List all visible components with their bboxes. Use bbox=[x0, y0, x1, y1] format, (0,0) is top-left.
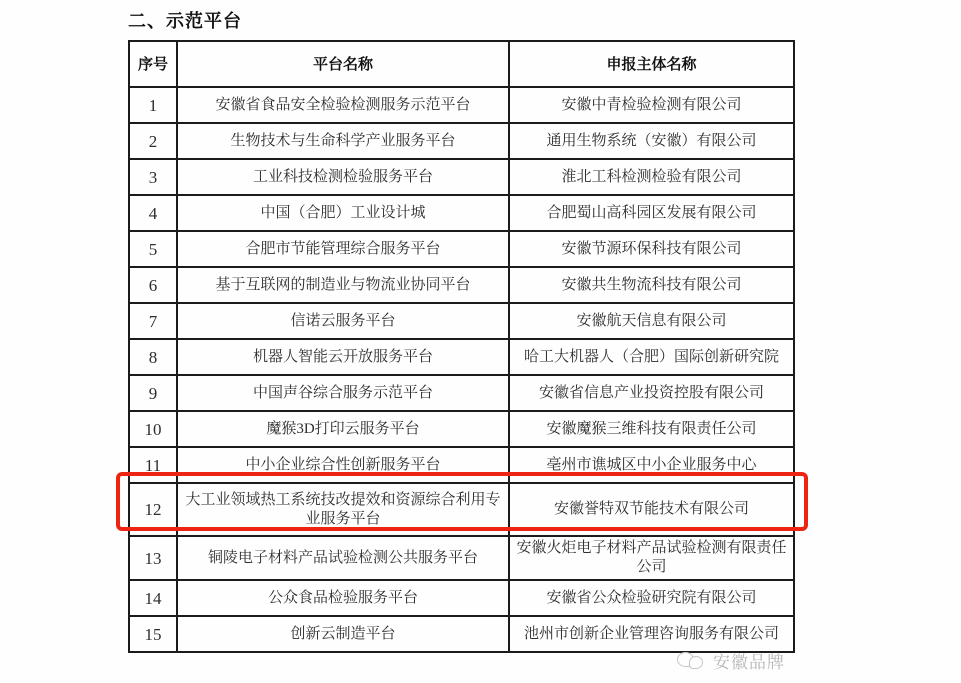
platform-name-cell: 中国（合肥）工业设计城 bbox=[177, 195, 509, 231]
table-row bbox=[129, 267, 794, 303]
row-number-cell: 1 bbox=[129, 87, 177, 123]
table-header bbox=[129, 41, 794, 87]
table-row bbox=[129, 195, 794, 231]
entity-name-cell: 安徽省公众检验研究院有限公司 bbox=[509, 580, 794, 616]
platform-name-cell: 信诺云服务平台 bbox=[177, 303, 509, 339]
entity-name-cell: 亳州市谯城区中小企业服务中心 bbox=[509, 447, 794, 483]
row-number-cell: 7 bbox=[129, 303, 177, 339]
entity-name-cell: 通用生物系统（安徽）有限公司 bbox=[509, 123, 794, 159]
table-body bbox=[129, 87, 794, 652]
row-number-cell: 6 bbox=[129, 267, 177, 303]
entity-name-cell: 池州市创新企业管理咨询服务有限公司 bbox=[509, 616, 794, 652]
entity-name-cell: 哈工大机器人（合肥）国际创新研究院 bbox=[509, 339, 794, 375]
brand-logo-icon bbox=[677, 650, 707, 672]
entity-name-cell: 安徽魔猴三维科技有限责任公司 bbox=[509, 411, 794, 447]
table-row bbox=[129, 231, 794, 267]
entity-name-cell: 安徽共生物流科技有限公司 bbox=[509, 267, 794, 303]
platform-name-cell: 合肥市节能管理综合服务平台 bbox=[177, 231, 509, 267]
table-row bbox=[129, 580, 794, 616]
row-number-cell: 4 bbox=[129, 195, 177, 231]
platform-name-cell: 中国声谷综合服务示范平台 bbox=[177, 375, 509, 411]
platform-name-cell: 生物技术与生命科学产业服务平台 bbox=[177, 123, 509, 159]
table-row bbox=[129, 159, 794, 195]
row-number-cell: 11 bbox=[129, 447, 177, 483]
table-row bbox=[129, 447, 794, 483]
entity-name-cell: 安徽火炬电子材料产品试验检测有限责任公司 bbox=[509, 536, 794, 580]
row-number-cell: 15 bbox=[129, 616, 177, 652]
platform-name-cell: 中小企业综合性创新服务平台 bbox=[177, 447, 509, 483]
entity-name-cell: 淮北工科检测检验有限公司 bbox=[509, 159, 794, 195]
header-cell-platform: 平台名称 bbox=[177, 41, 509, 87]
row-number-cell: 9 bbox=[129, 375, 177, 411]
table-row bbox=[129, 303, 794, 339]
header-cell-entity: 申报主体名称 bbox=[509, 41, 794, 87]
platform-name-cell: 工业科技检测检验服务平台 bbox=[177, 159, 509, 195]
platform-name-cell: 魔猴3D打印云服务平台 bbox=[177, 411, 509, 447]
table-row bbox=[129, 123, 794, 159]
platform-name-cell: 铜陵电子材料产品试验检测公共服务平台 bbox=[177, 536, 509, 580]
table-row bbox=[129, 375, 794, 411]
platform-name-cell: 基于互联网的制造业与物流业协同平台 bbox=[177, 267, 509, 303]
entity-name-cell: 安徽航天信息有限公司 bbox=[509, 303, 794, 339]
platform-table bbox=[128, 40, 795, 653]
row-number-cell: 3 bbox=[129, 159, 177, 195]
row-number-cell: 8 bbox=[129, 339, 177, 375]
row-number-cell: 2 bbox=[129, 123, 177, 159]
platform-name-cell: 大工业领域热工系统技改提效和资源综合利用专业服务平台 bbox=[177, 483, 509, 536]
table-row bbox=[129, 536, 794, 580]
watermark-label: 安徽品牌 bbox=[713, 653, 785, 672]
row-number-cell: 13 bbox=[129, 536, 177, 580]
entity-name-cell: 合肥蜀山高科园区发展有限公司 bbox=[509, 195, 794, 231]
platform-name-cell: 公众食品检验服务平台 bbox=[177, 580, 509, 616]
section-title: 二、示范平台 bbox=[128, 11, 242, 31]
row-number-cell: 5 bbox=[129, 231, 177, 267]
table-row bbox=[129, 339, 794, 375]
table-row bbox=[129, 483, 794, 536]
platform-name-cell: 安徽省食品安全检验检测服务示范平台 bbox=[177, 87, 509, 123]
entity-name-cell: 安徽中青检验检测有限公司 bbox=[509, 87, 794, 123]
watermark bbox=[677, 648, 785, 673]
row-number-cell: 14 bbox=[129, 580, 177, 616]
row-number-cell: 10 bbox=[129, 411, 177, 447]
table-row bbox=[129, 87, 794, 123]
table-header-row bbox=[129, 41, 794, 87]
header-cell-no: 序号 bbox=[129, 41, 177, 87]
table-row bbox=[129, 411, 794, 447]
platform-name-cell: 机器人智能云开放服务平台 bbox=[177, 339, 509, 375]
entity-name-cell: 安徽誉特双节能技术有限公司 bbox=[509, 483, 794, 536]
table-row bbox=[129, 616, 794, 652]
entity-name-cell: 安徽节源环保科技有限公司 bbox=[509, 231, 794, 267]
entity-name-cell: 安徽省信息产业投资控股有限公司 bbox=[509, 375, 794, 411]
row-number-cell: 12 bbox=[129, 483, 177, 536]
platform-name-cell: 创新云制造平台 bbox=[177, 616, 509, 652]
